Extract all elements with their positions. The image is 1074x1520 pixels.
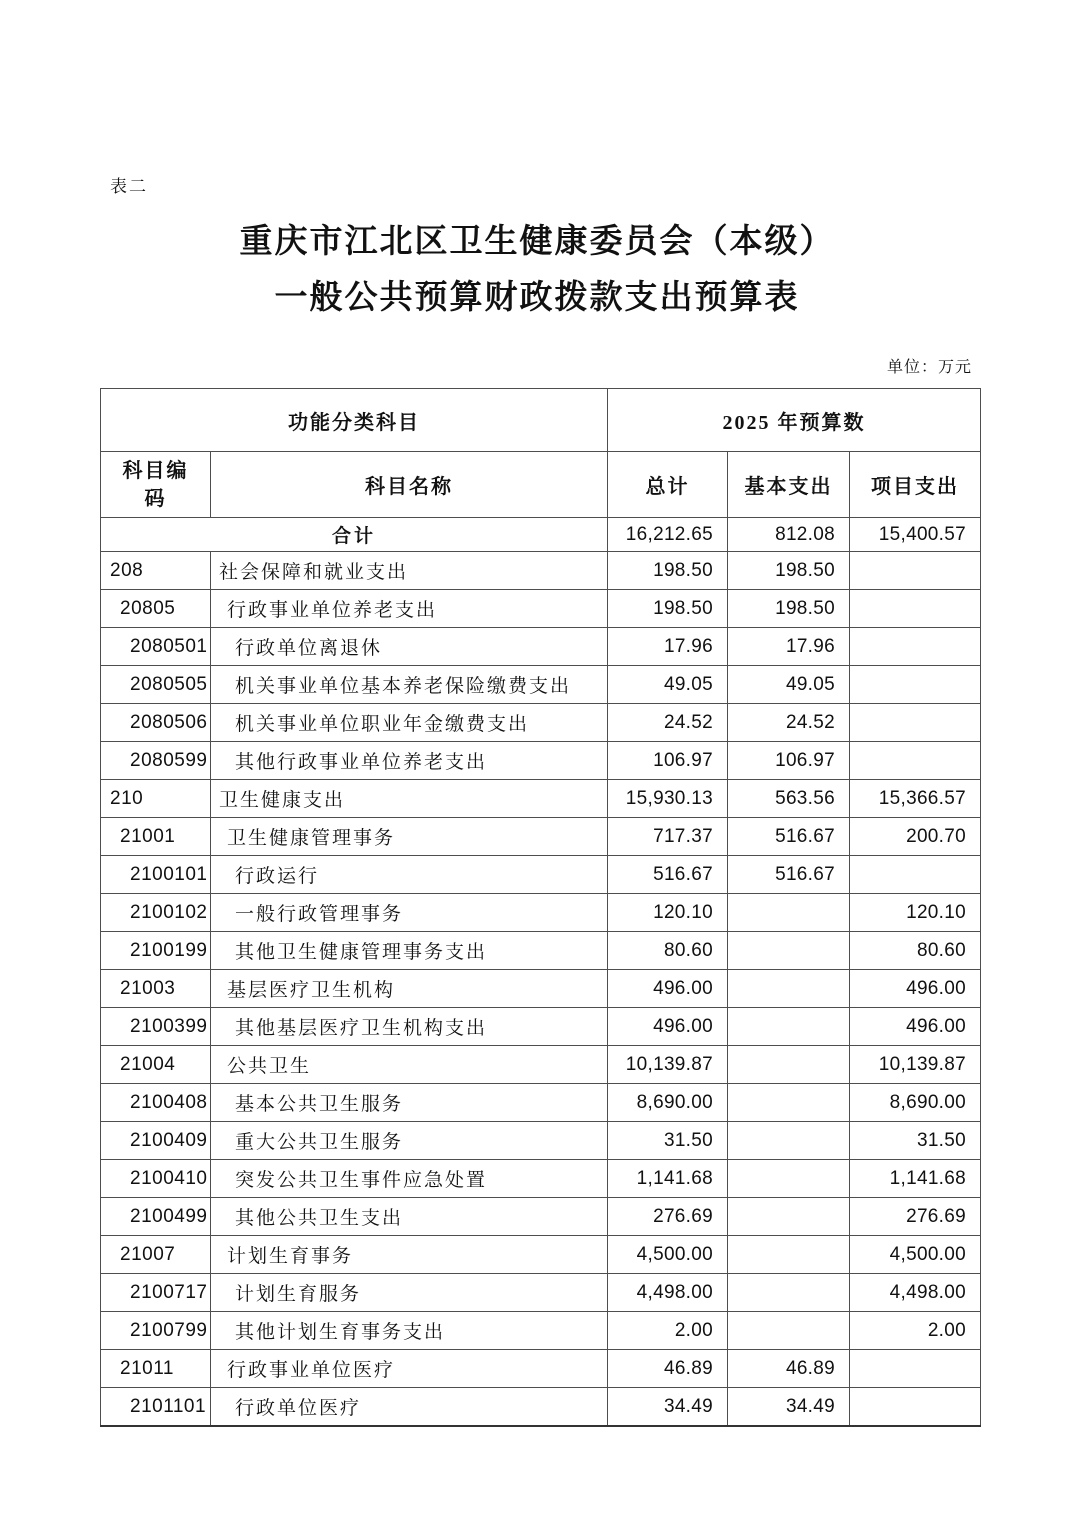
table-row <box>101 742 981 780</box>
total-value-cell: 717.37 <box>608 818 728 856</box>
page-subtitle: 一般公共预算财政拨款支出预算表 <box>274 280 800 316</box>
table-row <box>101 1008 981 1046</box>
total-value-cell: 198.50 <box>608 552 728 590</box>
header-project-expenditure: 项目支出 <box>850 452 981 518</box>
subject-name-cell: 其他卫生健康管理事务支出 <box>211 932 608 970</box>
total-value-cell: 17.96 <box>608 628 728 666</box>
table-row <box>101 704 981 742</box>
subject-name-cell: 基本公共卫生服务 <box>211 1084 608 1122</box>
header-subject-name: 科目名称 <box>211 452 608 518</box>
basic-value-cell <box>728 1046 850 1084</box>
project-value-cell <box>850 590 981 628</box>
project-value-cell: 10,139.87 <box>850 1046 981 1084</box>
subject-code-cell: 2080505 <box>101 666 211 704</box>
project-value-cell <box>850 666 981 704</box>
page-title: 重庆市江北区卫生健康委员会（本级） <box>239 224 835 260</box>
total-value-cell: 496.00 <box>608 1008 728 1046</box>
total-value-cell: 198.50 <box>608 590 728 628</box>
project-value-cell: 4,498.00 <box>850 1274 981 1312</box>
subject-code-cell: 2080599 <box>101 742 211 780</box>
subject-code-cell: 2100399 <box>101 1008 211 1046</box>
table-row <box>101 1122 981 1160</box>
total-value-cell: 106.97 <box>608 742 728 780</box>
header-group-row <box>101 389 981 452</box>
basic-value-cell <box>728 932 850 970</box>
basic-value-cell: 516.67 <box>728 856 850 894</box>
subject-code-cell: 21007 <box>101 1236 211 1274</box>
project-value-cell: 2.00 <box>850 1312 981 1350</box>
subject-name-cell: 重大公共卫生服务 <box>211 1122 608 1160</box>
basic-value-cell <box>728 1198 850 1236</box>
subject-name-cell: 行政事业单位医疗 <box>211 1350 608 1388</box>
table-row <box>101 932 981 970</box>
table-row <box>101 1388 981 1427</box>
table-row <box>101 1274 981 1312</box>
table-row <box>101 970 981 1008</box>
total-value-cell: 8,690.00 <box>608 1084 728 1122</box>
subject-code-cell: 2100102 <box>101 894 211 932</box>
total-value-cell: 49.05 <box>608 666 728 704</box>
project-value-cell: 496.00 <box>850 1008 981 1046</box>
basic-value-cell: 198.50 <box>728 590 850 628</box>
subject-code-cell: 2080506 <box>101 704 211 742</box>
total-value-cell: 31.50 <box>608 1122 728 1160</box>
table-row <box>101 1160 981 1198</box>
total-value-cell: 4,500.00 <box>608 1236 728 1274</box>
subject-code-cell: 2100799 <box>101 1312 211 1350</box>
table-row <box>101 818 981 856</box>
total-value-cell: 516.67 <box>608 856 728 894</box>
total-value-cell: 496.00 <box>608 970 728 1008</box>
header-budget-year: 2025 年预算数 <box>608 389 981 452</box>
grand-total-project-value: 15,400.57 <box>850 518 981 552</box>
project-value-cell: 496.00 <box>850 970 981 1008</box>
total-value-cell: 120.10 <box>608 894 728 932</box>
header-basic-expenditure: 基本支出 <box>728 452 850 518</box>
table-row <box>101 856 981 894</box>
table-row <box>101 552 981 590</box>
table-row <box>101 1312 981 1350</box>
table-row <box>101 1084 981 1122</box>
project-value-cell <box>850 704 981 742</box>
subject-name-cell: 社会保障和就业支出 <box>211 552 608 590</box>
subject-name-cell: 突发公共卫生事件应急处置 <box>211 1160 608 1198</box>
basic-value-cell <box>728 1084 850 1122</box>
table-row <box>101 1236 981 1274</box>
subject-code-cell: 2100717 <box>101 1274 211 1312</box>
basic-value-cell: 24.52 <box>728 704 850 742</box>
subject-code-cell: 21003 <box>101 970 211 1008</box>
subject-code-cell: 210 <box>101 780 211 818</box>
subject-code-cell: 2100101 <box>101 856 211 894</box>
project-value-cell: 4,500.00 <box>850 1236 981 1274</box>
project-value-cell <box>850 742 981 780</box>
subject-name-cell: 卫生健康支出 <box>211 780 608 818</box>
subject-name-cell: 一般行政管理事务 <box>211 894 608 932</box>
total-value-cell: 34.49 <box>608 1388 728 1427</box>
total-value-cell: 46.89 <box>608 1350 728 1388</box>
basic-value-cell: 106.97 <box>728 742 850 780</box>
project-value-cell: 120.10 <box>850 894 981 932</box>
subject-code-cell: 21004 <box>101 1046 211 1084</box>
header-total: 总计 <box>608 452 728 518</box>
table-row <box>101 1198 981 1236</box>
subject-code-cell: 2100409 <box>101 1122 211 1160</box>
header-column-row <box>101 452 981 518</box>
subject-name-cell: 行政单位医疗 <box>211 1388 608 1427</box>
basic-value-cell: 46.89 <box>728 1350 850 1388</box>
subject-name-cell: 计划生育事务 <box>211 1236 608 1274</box>
subject-name-cell: 行政事业单位养老支出 <box>211 590 608 628</box>
project-value-cell <box>850 628 981 666</box>
basic-value-cell <box>728 1236 850 1274</box>
subject-name-cell: 计划生育服务 <box>211 1274 608 1312</box>
project-value-cell <box>850 552 981 590</box>
project-value-cell: 15,366.57 <box>850 780 981 818</box>
subject-code-cell: 20805 <box>101 590 211 628</box>
subject-name-cell: 行政单位离退休 <box>211 628 608 666</box>
table-row <box>101 780 981 818</box>
subject-name-cell: 卫生健康管理事务 <box>211 818 608 856</box>
subject-code-cell: 208 <box>101 552 211 590</box>
grand-total-value: 16,212.65 <box>608 518 728 552</box>
project-value-cell <box>850 1350 981 1388</box>
basic-value-cell: 34.49 <box>728 1388 850 1427</box>
subject-code-cell: 2100408 <box>101 1084 211 1122</box>
total-value-cell: 24.52 <box>608 704 728 742</box>
project-value-cell: 8,690.00 <box>850 1084 981 1122</box>
basic-value-cell <box>728 1312 850 1350</box>
basic-value-cell: 563.56 <box>728 780 850 818</box>
total-value-cell: 80.60 <box>608 932 728 970</box>
subject-name-cell: 机关事业单位基本养老保险缴费支出 <box>211 666 608 704</box>
subject-code-cell: 2100199 <box>101 932 211 970</box>
subject-name-cell: 其他基层医疗卫生机构支出 <box>211 1008 608 1046</box>
basic-value-cell <box>728 1274 850 1312</box>
subject-code-cell: 2100410 <box>101 1160 211 1198</box>
project-value-cell <box>850 1388 981 1427</box>
table-row <box>101 894 981 932</box>
header-subject-code: 科目编码 <box>101 452 211 518</box>
budget-table <box>100 388 981 1427</box>
project-value-cell: 200.70 <box>850 818 981 856</box>
header-function-category: 功能分类科目 <box>101 389 608 452</box>
subject-name-cell: 基层医疗卫生机构 <box>211 970 608 1008</box>
total-value-cell: 10,139.87 <box>608 1046 728 1084</box>
project-value-cell: 276.69 <box>850 1198 981 1236</box>
project-value-cell: 80.60 <box>850 932 981 970</box>
project-value-cell: 31.50 <box>850 1122 981 1160</box>
basic-value-cell: 17.96 <box>728 628 850 666</box>
project-value-cell <box>850 856 981 894</box>
subject-name-cell: 公共卫生 <box>211 1046 608 1084</box>
subject-name-cell: 机关事业单位职业年金缴费支出 <box>211 704 608 742</box>
total-value-cell: 15,930.13 <box>608 780 728 818</box>
basic-value-cell: 49.05 <box>728 666 850 704</box>
table-row <box>101 628 981 666</box>
total-value-cell: 2.00 <box>608 1312 728 1350</box>
grand-total-basic-value: 812.08 <box>728 518 850 552</box>
subject-name-cell: 其他公共卫生支出 <box>211 1198 608 1236</box>
basic-value-cell: 198.50 <box>728 552 850 590</box>
total-value-cell: 1,141.68 <box>608 1160 728 1198</box>
project-value-cell: 1,141.68 <box>850 1160 981 1198</box>
table-row <box>101 1350 981 1388</box>
subject-name-cell: 行政运行 <box>211 856 608 894</box>
subject-code-cell: 21001 <box>101 818 211 856</box>
basic-value-cell <box>728 970 850 1008</box>
table-row <box>101 666 981 704</box>
subject-code-cell: 2080501 <box>101 628 211 666</box>
grand-total-label: 合计 <box>101 518 608 552</box>
table-row <box>101 590 981 628</box>
subject-code-cell: 2101101 <box>101 1388 211 1427</box>
subject-code-cell: 21011 <box>101 1350 211 1388</box>
subject-name-cell: 其他行政事业单位养老支出 <box>211 742 608 780</box>
basic-value-cell <box>728 1008 850 1046</box>
table-number-label: 表二 <box>110 177 148 196</box>
subject-name-cell: 其他计划生育事务支出 <box>211 1312 608 1350</box>
subject-code-cell: 2100499 <box>101 1198 211 1236</box>
total-value-cell: 4,498.00 <box>608 1274 728 1312</box>
basic-value-cell <box>728 894 850 932</box>
grand-total-row <box>101 518 981 552</box>
basic-value-cell <box>728 1122 850 1160</box>
table-row <box>101 1046 981 1084</box>
basic-value-cell: 516.67 <box>728 818 850 856</box>
unit-note: 单位：万元 <box>886 359 972 376</box>
total-value-cell: 276.69 <box>608 1198 728 1236</box>
basic-value-cell <box>728 1160 850 1198</box>
